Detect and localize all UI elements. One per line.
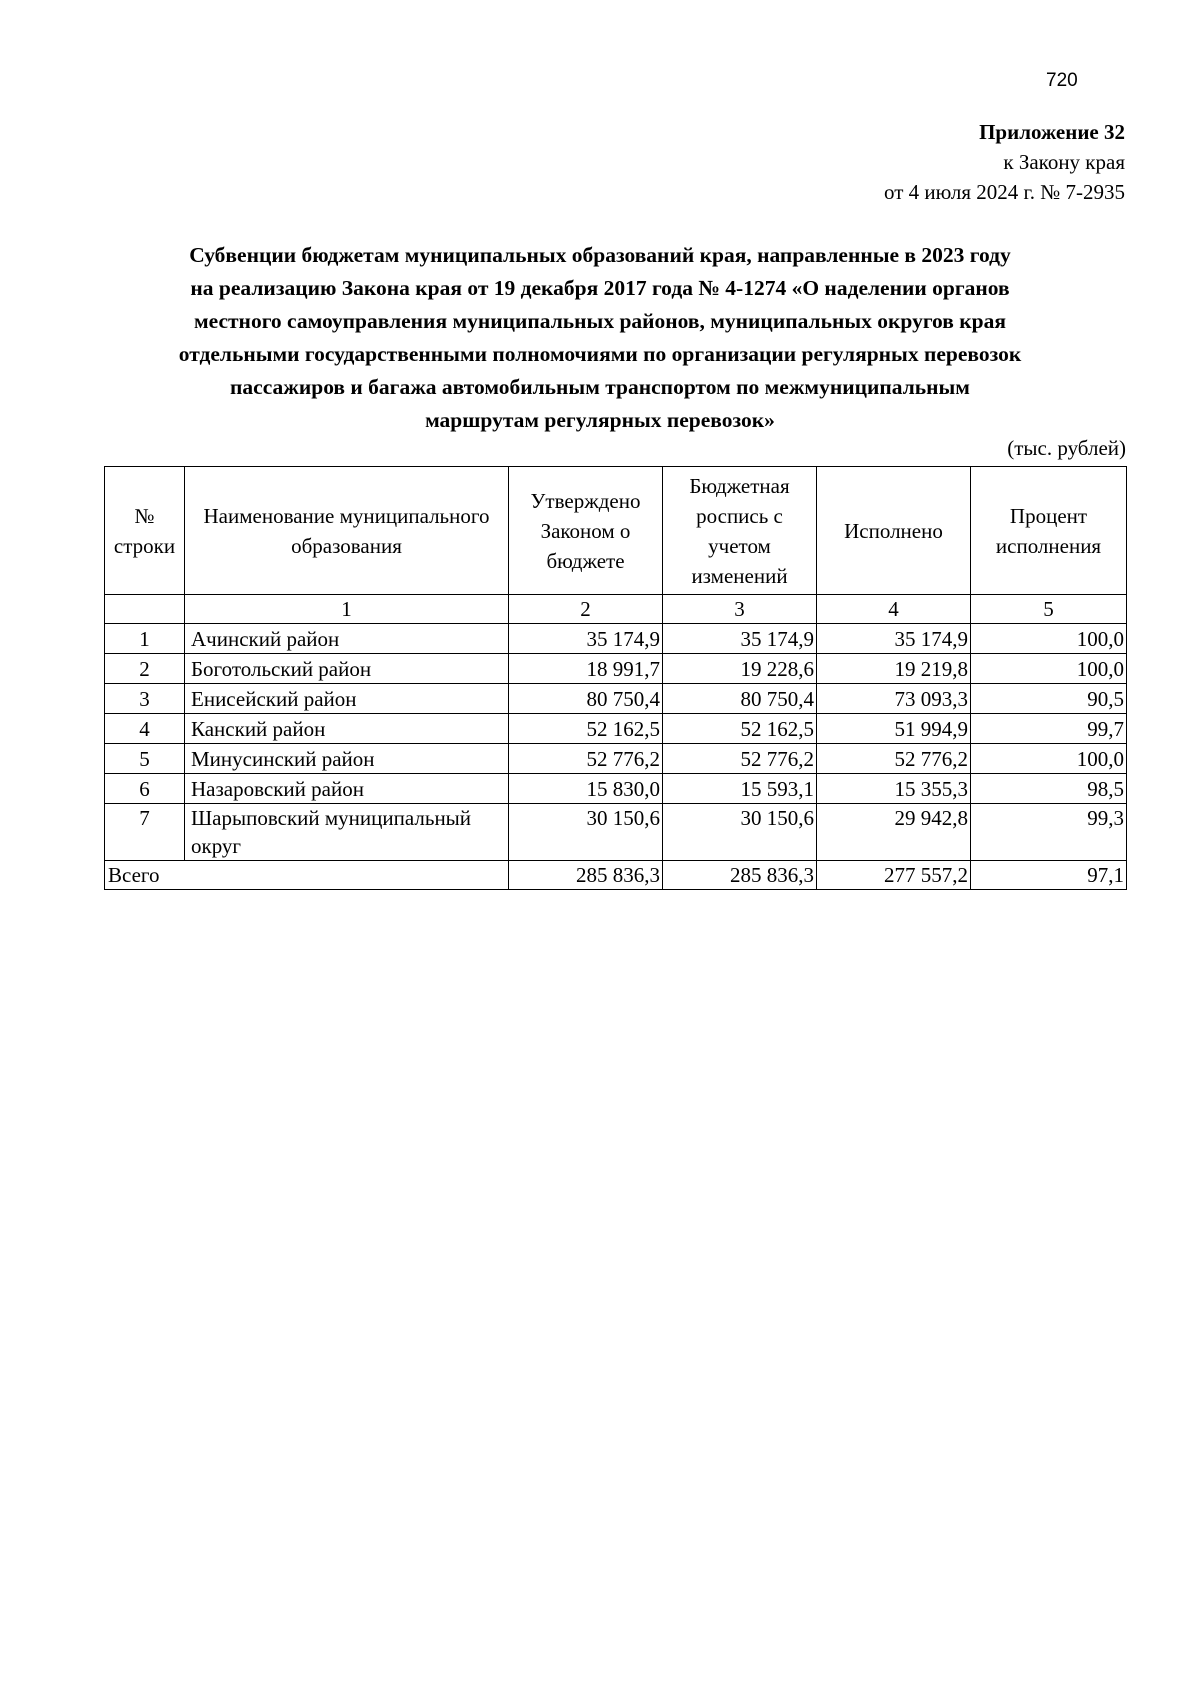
title-line: пассажиров и багажа автомобильным транспортом по межмуниципальным <box>230 375 970 399</box>
column-number: 3 <box>663 595 817 624</box>
table-row <box>105 654 1127 684</box>
table-header-row <box>105 467 1127 595</box>
title-line: маршрутам регулярных перевозок» <box>425 408 775 432</box>
row-name: Канский район <box>185 714 509 744</box>
row-num: 7 <box>105 804 185 861</box>
appendix-block <box>884 117 1125 207</box>
total-row <box>105 861 1127 890</box>
column-number-row <box>105 595 1127 624</box>
header-executed: Исполнено <box>817 467 971 595</box>
row-budget: 80 750,4 <box>663 684 817 714</box>
row-percent: 100,0 <box>971 744 1127 774</box>
table-row <box>105 804 1127 861</box>
row-executed: 52 776,2 <box>817 744 971 774</box>
header-num: № строки <box>105 467 185 595</box>
title-line: Субвенции бюджетам муниципальных образований края, направленные в 2023 году <box>189 243 1011 267</box>
row-num: 6 <box>105 774 185 804</box>
table-row <box>105 684 1127 714</box>
row-name: Минусинский район <box>185 744 509 774</box>
row-budget: 19 228,6 <box>663 654 817 684</box>
header-budget: Бюджетная роспись с учетом изменений <box>663 467 817 595</box>
column-number: 5 <box>971 595 1127 624</box>
total-executed: 277 557,2 <box>817 861 971 890</box>
row-num: 2 <box>105 654 185 684</box>
row-budget: 35 174,9 <box>663 624 817 654</box>
row-percent: 100,0 <box>971 654 1127 684</box>
row-percent: 99,3 <box>971 804 1127 861</box>
appendix-title: Приложение 32 <box>979 120 1125 144</box>
row-percent: 98,5 <box>971 774 1127 804</box>
column-number: 4 <box>817 595 971 624</box>
row-approved: 18 991,7 <box>509 654 663 684</box>
row-name: Енисейский район <box>185 684 509 714</box>
document-title <box>100 239 1100 437</box>
title-line: местного самоуправления муниципальных районов, муниципальных округов края <box>194 309 1006 333</box>
row-approved: 80 750,4 <box>509 684 663 714</box>
appendix-date: от 4 июля 2024 г. № 7-2935 <box>884 180 1125 204</box>
row-approved: 52 162,5 <box>509 714 663 744</box>
row-executed: 73 093,3 <box>817 684 971 714</box>
table-row <box>105 744 1127 774</box>
row-approved: 35 174,9 <box>509 624 663 654</box>
row-percent: 90,5 <box>971 684 1127 714</box>
row-num: 1 <box>105 624 185 654</box>
row-approved: 15 830,0 <box>509 774 663 804</box>
row-num: 3 <box>105 684 185 714</box>
column-number: 1 <box>185 595 509 624</box>
row-executed: 19 219,8 <box>817 654 971 684</box>
subvention-table <box>104 466 1127 890</box>
table-row <box>105 714 1127 744</box>
row-name: Шарыповский муниципальный округ <box>185 804 509 861</box>
row-name: Боготольский район <box>185 654 509 684</box>
row-num: 4 <box>105 714 185 744</box>
row-name: Ачинский район <box>185 624 509 654</box>
row-approved: 30 150,6 <box>509 804 663 861</box>
row-budget: 52 162,5 <box>663 714 817 744</box>
column-number <box>105 595 185 624</box>
units-label: (тыс. рублей) <box>1007 436 1126 460</box>
table-row <box>105 624 1127 654</box>
row-executed: 51 994,9 <box>817 714 971 744</box>
header-approved: Утверждено Законом о бюджете <box>509 467 663 595</box>
row-executed: 29 942,8 <box>817 804 971 861</box>
row-percent: 100,0 <box>971 624 1127 654</box>
column-number: 2 <box>509 595 663 624</box>
title-line: отдельными государственными полномочиями по организации регулярных перевозок <box>178 342 1022 366</box>
row-approved: 52 776,2 <box>509 744 663 774</box>
title-line: на реализацию Закона края от 19 декабря 2017 года № 4-1274 «О наделении органов <box>190 276 1010 300</box>
total-percent: 97,1 <box>971 861 1127 890</box>
header-name: Наименование муниципального образования <box>185 467 509 595</box>
row-budget: 30 150,6 <box>663 804 817 861</box>
row-percent: 99,7 <box>971 714 1127 744</box>
row-name: Назаровский район <box>185 774 509 804</box>
row-executed: 15 355,3 <box>817 774 971 804</box>
row-budget: 15 593,1 <box>663 774 817 804</box>
page-number: 720 <box>1046 70 1078 91</box>
header-percent: Процент исполнения <box>971 467 1127 595</box>
total-budget: 285 836,3 <box>663 861 817 890</box>
row-budget: 52 776,2 <box>663 744 817 774</box>
total-label: Всего <box>105 861 509 890</box>
table-row <box>105 774 1127 804</box>
row-executed: 35 174,9 <box>817 624 971 654</box>
row-num: 5 <box>105 744 185 774</box>
appendix-law-ref: к Закону края <box>1003 150 1125 174</box>
total-approved: 285 836,3 <box>509 861 663 890</box>
